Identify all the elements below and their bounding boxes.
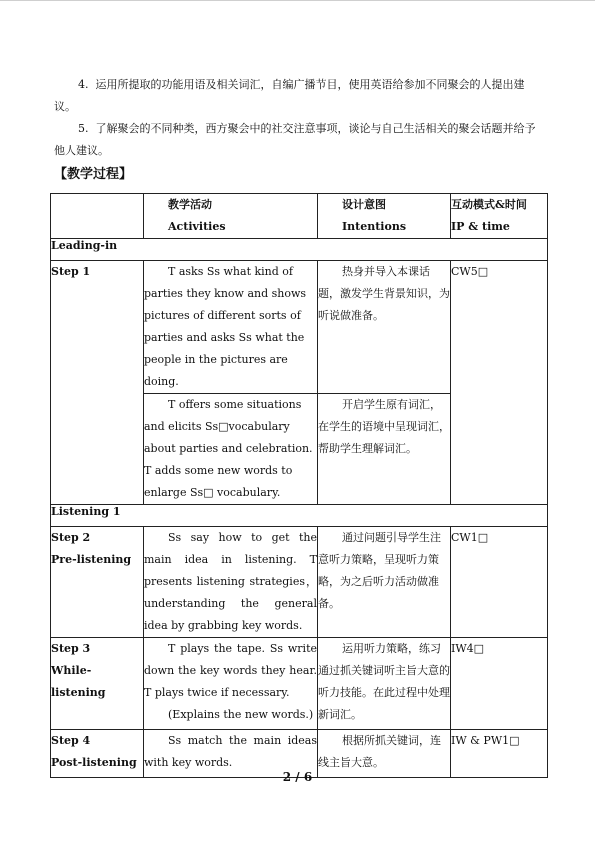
intention-text: 开启学生原有词汇，在学生的语境中呈现词汇，帮助学生理解词汇。: [318, 398, 450, 455]
step-label-cell: [51, 638, 144, 730]
intention-cell: [318, 638, 451, 730]
header-activities: [144, 194, 318, 239]
step-stage: Pre-listening: [51, 553, 132, 566]
section-row-leading-in: [51, 239, 548, 261]
section-title: 【教学过程】: [54, 167, 133, 182]
intention-cell: [318, 394, 451, 505]
activity-text: T plays the tape. Ss write down the key words they hear. T plays twice if necessary.: [144, 642, 317, 699]
ip-time-cell: [451, 261, 548, 505]
lesson-plan-table: [50, 193, 548, 778]
activity-cell: [144, 394, 318, 505]
ip-time-text: CW5□: [451, 265, 489, 278]
step-label-cell: [51, 527, 144, 638]
intention-text: 通过问题引导学生注意听力策略，呈现听力策略，为之后听力活动做准备。: [318, 531, 441, 610]
step-label: Step 3: [51, 642, 91, 655]
activity-cell: [144, 638, 318, 730]
ip-time-cell: [451, 527, 548, 638]
header-intentions-zh: 设计意图: [342, 198, 386, 211]
activity-text: T offers some situations and elicits Ss□vocabulary about parties and celebration. T adds some new words to enlarge Ss□ vocabulary.: [144, 398, 313, 499]
ip-time-cell: [451, 638, 548, 730]
table-header-row: [51, 194, 548, 239]
intention-text: 运用听力策略，练习通过抓关键词听主旨大意的听力技能。在此过程中处理新词汇。: [318, 642, 450, 721]
objective-number: 4.: [78, 78, 89, 91]
activity-cell: [144, 261, 318, 394]
top-rule: [0, 0, 595, 1]
objective-text: 运用所提取的功能用语及相关词汇，自编广播节目，使用英语给参加不同聚会的人提出建议。: [54, 78, 525, 113]
objective-number: 5.: [78, 122, 89, 135]
intention-cell: [318, 261, 451, 394]
table-row-step-3: [51, 638, 548, 730]
activity-cell: [144, 527, 318, 638]
header-ip-time: [451, 194, 548, 239]
activity-note: (Explains the new words.): [168, 708, 314, 721]
header-intentions: [318, 194, 451, 239]
intention-text: 热身并导入本课话题，激发学生背景知识，为听说做准备。: [318, 265, 450, 322]
activity-text: Ss match the main ideas with key words.: [144, 734, 317, 769]
intention-text: 根据所抓关键词，连线主旨大意。: [318, 734, 441, 769]
table-row-step-1a: [51, 261, 548, 394]
step-label: Step 4: [51, 734, 91, 747]
header-activities-en: Activities: [168, 220, 226, 233]
step-label-cell: [51, 261, 144, 505]
header-empty-cell: [51, 194, 144, 239]
header-ip-zh: 互动模式&时间: [451, 198, 527, 211]
step-stage: Post-listening: [51, 756, 137, 769]
step-stage: While-listening: [51, 664, 106, 699]
header-intentions-en: Intentions: [342, 220, 407, 233]
step-label: Step 2: [51, 531, 91, 544]
section-row-listening-1: [51, 505, 548, 527]
step-label: Step 1: [51, 265, 91, 278]
ip-time-text: IW4□: [451, 642, 485, 655]
page-number: 2 / 6: [282, 770, 313, 784]
ip-time-text: IW & PW1□: [451, 734, 520, 747]
objective-paragraph-4: [54, 74, 546, 118]
objective-text: 了解聚会的不同种类，西方聚会中的社交注意事项，谈论与自己生活相关的聚会话题并给予他人建议。: [54, 122, 536, 157]
header-ip-en: IP & time: [451, 220, 510, 233]
header-activities-zh: 教学活动: [168, 198, 212, 211]
ip-time-text: CW1□: [451, 531, 489, 544]
activity-text: T asks Ss what kind of parties they know and shows pictures of different sorts of parties and asks Ss what the people in the pictures are doing.: [144, 265, 307, 388]
section-label: Leading-in: [51, 239, 548, 261]
table-row-step-2: [51, 527, 548, 638]
intention-cell: [318, 527, 451, 638]
objective-paragraph-5: [54, 118, 546, 162]
section-label: Listening 1: [51, 505, 548, 527]
activity-text: Ss say how to get the main idea in listening. T presents listening strategies，understanding the general idea by grabbing key words.: [144, 531, 317, 632]
